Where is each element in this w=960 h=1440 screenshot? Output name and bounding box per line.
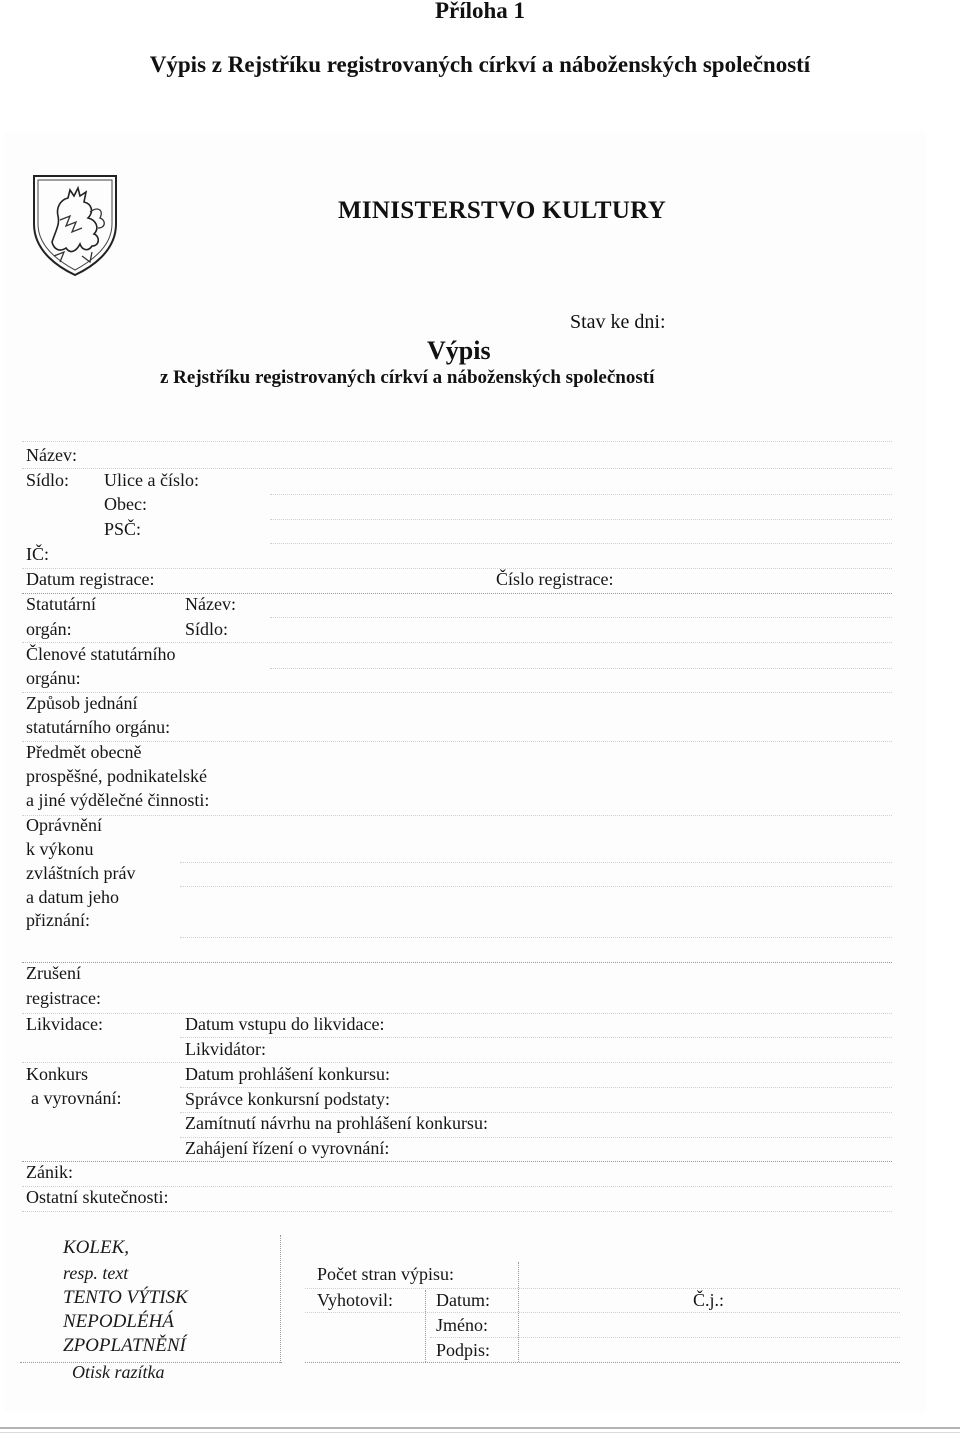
form-line xyxy=(305,1312,900,1313)
appendix-heading: Příloha 1 xyxy=(434,0,526,23)
field-sidlo: Sídlo: xyxy=(26,470,70,490)
field-clenove-1: Členové statutárního xyxy=(26,644,176,664)
field-zpusob-2: statutárního orgánu: xyxy=(26,717,171,737)
coat-of-arms-icon xyxy=(30,172,120,278)
field-psc: PSČ: xyxy=(104,519,142,539)
field-opravneni-3: zvláštních práv xyxy=(26,863,136,883)
form-line xyxy=(180,1037,892,1038)
form-line xyxy=(270,617,892,618)
form-line xyxy=(22,741,892,742)
form-line xyxy=(22,642,892,643)
form-line xyxy=(22,962,892,963)
form-line xyxy=(180,886,892,887)
field-cislo-registrace: Číslo registrace: xyxy=(496,569,614,589)
form-line xyxy=(270,543,892,544)
field-ic: IČ: xyxy=(26,544,50,564)
stamp-line-5: ZPOPLATNĚNÍ xyxy=(63,1335,186,1356)
field-obec: Obec: xyxy=(104,494,147,514)
field-zahajeni: Zahájení řízení o vyrovnání: xyxy=(185,1138,390,1158)
field-likvidator: Likvidátor: xyxy=(185,1039,266,1059)
field-opravneni-1: Oprávnění xyxy=(26,815,102,835)
field-predmet-3: a jiné výdělečné činnosti: xyxy=(26,790,210,810)
form-line xyxy=(22,1062,892,1063)
page-footer-rule xyxy=(0,1432,960,1433)
footer-divider xyxy=(518,1262,519,1362)
status-date-label: Stav ke dni: xyxy=(570,311,666,333)
form-line xyxy=(180,1087,892,1088)
field-stat-nazev: Název: xyxy=(185,594,236,614)
form-line xyxy=(180,862,892,863)
field-zruseni-2: registrace: xyxy=(26,988,101,1008)
form-line xyxy=(22,468,892,469)
field-konkurs-2: a vyrovnání: xyxy=(31,1088,122,1108)
form-line xyxy=(270,668,892,669)
form-subtitle: z Rejstříku registrovaných církví a náboženských společností xyxy=(160,367,655,388)
form-line xyxy=(305,1362,900,1363)
form-line xyxy=(270,494,892,495)
form-line xyxy=(180,937,892,938)
field-opravneni-4: a datum jeho xyxy=(26,887,119,907)
field-zamitnuti: Zamítnutí návrhu na prohlášení konkursu: xyxy=(185,1113,488,1133)
field-zanik: Zánik: xyxy=(26,1162,73,1182)
field-pocet-stran: Počet stran výpisu: xyxy=(317,1264,454,1284)
form-line xyxy=(430,1337,900,1338)
field-clenove-2: orgánu: xyxy=(26,668,81,688)
field-jmeno: Jméno: xyxy=(436,1315,488,1335)
field-statutarni-1: Statutární xyxy=(26,594,96,614)
page-footer-rule xyxy=(0,1427,960,1429)
form-line xyxy=(305,1288,900,1289)
field-datum: Datum: xyxy=(436,1290,490,1310)
field-opravneni-2: k výkonu xyxy=(26,839,94,859)
ministry-name: MINISTERSTVO KULTURY xyxy=(338,197,667,224)
stamp-line-3: TENTO VÝTISK xyxy=(63,1287,188,1308)
field-datum-likvidace: Datum vstupu do likvidace: xyxy=(185,1014,385,1034)
field-statutarni-2: orgán: xyxy=(26,619,72,639)
form-line xyxy=(22,1161,892,1162)
field-datum-konkurs: Datum prohlášení konkursu: xyxy=(185,1064,390,1084)
field-nazev: Název: xyxy=(26,445,77,465)
form-line xyxy=(22,815,892,816)
field-vyhotovil: Vyhotovil: xyxy=(317,1290,394,1310)
field-konkurs-1: Konkurs xyxy=(26,1064,88,1084)
form-line xyxy=(22,1013,892,1014)
stamp-line-6: Otisk razítka xyxy=(72,1362,165,1382)
form-title: Výpis xyxy=(427,336,491,365)
field-opravneni-5: přiznání: xyxy=(26,910,90,930)
form-line xyxy=(22,692,892,693)
stamp-line-4: NEPODLÉHÁ xyxy=(63,1311,174,1332)
field-predmet-2: prospěšné, podnikatelské xyxy=(26,766,207,786)
field-zruseni-1: Zrušení xyxy=(26,963,81,983)
stamp-box-border xyxy=(280,1235,281,1363)
field-ostatni: Ostatní skutečnosti: xyxy=(26,1187,169,1207)
field-datum-registrace: Datum registrace: xyxy=(26,569,155,589)
field-cj: Č.j.: xyxy=(693,1290,725,1310)
stamp-line-1: KOLEK, xyxy=(63,1237,129,1258)
footer-divider xyxy=(425,1290,426,1362)
field-podpis: Podpis: xyxy=(436,1340,491,1360)
field-stat-sidlo: Sídlo: xyxy=(185,619,229,639)
field-likvidace: Likvidace: xyxy=(26,1014,103,1034)
field-predmet-1: Předmět obecně xyxy=(26,742,142,762)
field-ulice: Ulice a číslo: xyxy=(104,470,199,490)
form-line xyxy=(22,441,892,442)
field-spravce: Správce konkursní podstaty: xyxy=(185,1089,390,1109)
stamp-line-2: resp. text xyxy=(63,1263,129,1283)
field-zpusob-1: Způsob jednání xyxy=(26,693,138,713)
form-line xyxy=(270,519,892,520)
form-line xyxy=(22,1211,892,1212)
document-title: Výpis z Rejstříku registrovaných církví a náboženských společností xyxy=(149,52,811,77)
form-line xyxy=(22,593,892,594)
